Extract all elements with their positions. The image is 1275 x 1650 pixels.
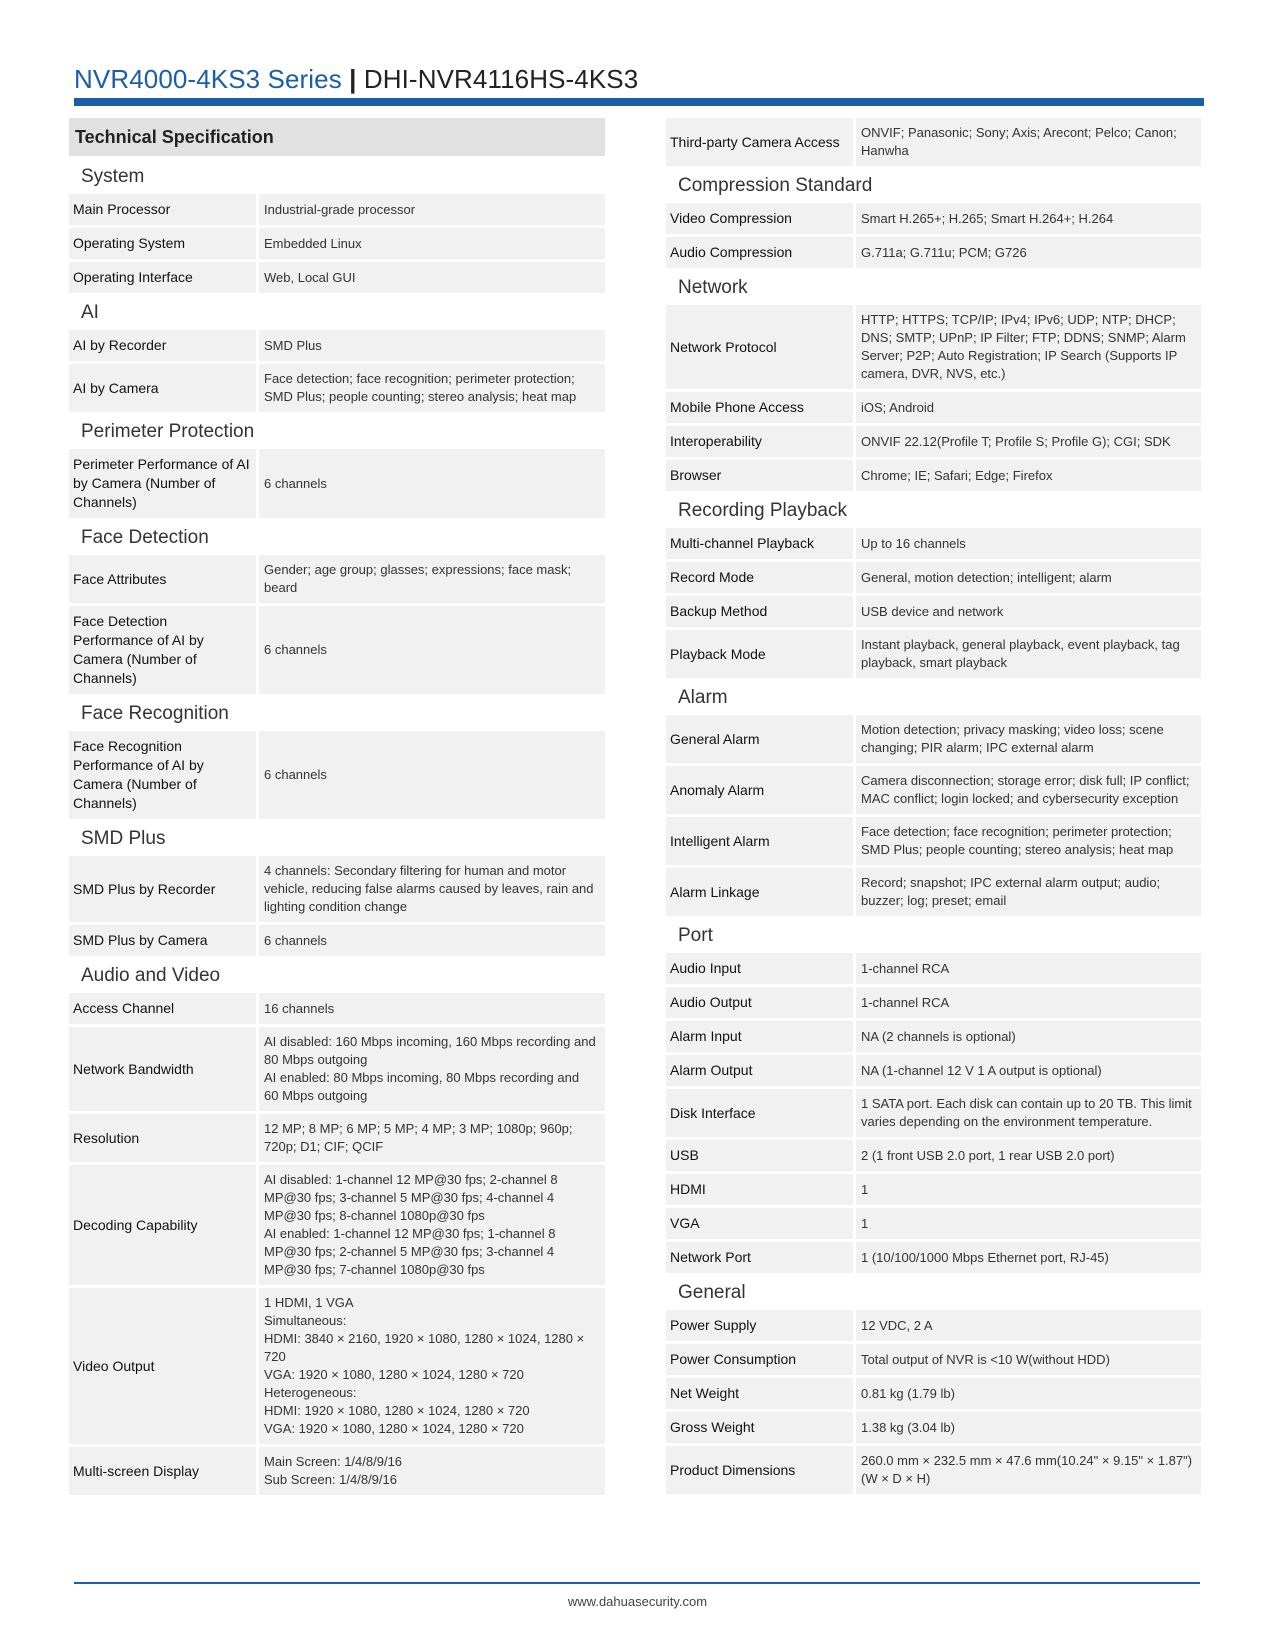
spec-value: Main Screen: 1/4/8/9/16 Sub Screen: 1/4/8/9/16 <box>259 1447 605 1495</box>
spec-value: 1 HDMI, 1 VGA Simultaneous: HDMI: 3840 × 2160, 1920 × 1080, 1280 × 1024, 1280 × 720 VGA: 1920 × 1080, 1280 × 1024, 1280 × 720 Heterogeneous: HDMI: 1920 × 1080, 1280 × 1024, 1280 × 720 VGA: 1920 × 1080, 1280 × 1024, 1280 × 720 <box>259 1288 605 1444</box>
spec-value: 1 SATA port. Each disk can contain up to 20 TB. This limit varies depending on the environment temperature. <box>856 1089 1201 1137</box>
section-title-ai: AI <box>81 302 99 323</box>
section-title-system: System <box>81 166 145 187</box>
spec-label: Audio Compression <box>666 237 853 268</box>
title-underline <box>74 98 1204 106</box>
spec-value: 6 channels <box>259 606 605 694</box>
spec-value: G.711a; G.711u; PCM; G726 <box>856 237 1201 268</box>
spec-label: Video Output <box>69 1288 256 1444</box>
spec-label: Mobile Phone Access <box>666 392 853 423</box>
spec-row-smd-plus-by-recorder <box>69 856 605 922</box>
spec-value: Chrome; IE; Safari; Edge; Firefox <box>856 460 1201 491</box>
spec-row-face-attributes <box>69 555 605 603</box>
spec-value: Face detection; face recognition; perimeter protection; SMD Plus; people counting; stereo analysis; heat map <box>856 817 1201 865</box>
section-title-face-detection: Face Detection <box>81 527 209 548</box>
spec-value: NA (2 channels is optional) <box>856 1021 1201 1052</box>
spec-value: Up to 16 channels <box>856 528 1201 559</box>
spec-row-resolution <box>69 1114 605 1162</box>
spec-value: iOS; Android <box>856 392 1201 423</box>
left-column <box>69 118 605 1498</box>
spec-label: Browser <box>666 460 853 491</box>
spec-row-backup-method <box>666 596 1201 627</box>
spec-row-gross-weight <box>666 1412 1201 1443</box>
spec-row-audio-output <box>666 987 1201 1018</box>
spec-row-disk-interface <box>666 1089 1201 1137</box>
section-title-audio-and-video: Audio and Video <box>81 965 221 986</box>
spec-label: Third-party Camera Access <box>666 118 853 166</box>
spec-label: SMD Plus by Camera <box>69 925 256 956</box>
spec-value: Instant playback, general playback, event playback, tag playback, smart playback <box>856 630 1201 678</box>
spec-value: 0.81 kg (1.79 lb) <box>856 1378 1201 1409</box>
spec-row-intelligent-alarm <box>666 817 1201 865</box>
spec-label: Interoperability <box>666 426 853 457</box>
spec-value: AI disabled: 1-channel 12 MP@30 fps; 2-channel 8 MP@30 fps; 3-channel 5 MP@30 fps; 4-channel 4 MP@30 fps; 8-channel 1080p@30 fps AI enabled: 1-channel 12 MP@30 fps; 1-channel 8 MP@30 fps; 2-channel 5 MP@30 fps; 3-channel 4 MP@30 fps; 7-channel 1080p@30 fps <box>259 1165 605 1285</box>
spec-row-video-compression <box>666 203 1201 234</box>
spec-label: Power Supply <box>666 1310 853 1341</box>
spec-label: Network Bandwidth <box>69 1027 256 1111</box>
spec-label: AI by Recorder <box>69 330 256 361</box>
spec-row-operating-interface <box>69 262 605 293</box>
spec-row-face-recognition-performance-of-ai-by-camera-number-of-channels <box>69 731 605 819</box>
spec-value: HTTP; HTTPS; TCP/IP; IPv4; IPv6; UDP; NTP; DHCP; DNS; SMTP; UPnP; IP Filter; FTP; DDNS; SNMP; Alarm Server; P2P; Auto Registration; IP Search (Supports IP camera, DVR, NVS, etc.) <box>856 305 1201 389</box>
section-title-compression-standard: Compression Standard <box>678 175 873 196</box>
spec-row-access-channel <box>69 993 605 1024</box>
spec-label: Record Mode <box>666 562 853 593</box>
section-title-general: General <box>678 1282 746 1303</box>
spec-label: Playback Mode <box>666 630 853 678</box>
spec-label: Face Detection Performance of AI by Camera (Number of Channels) <box>69 606 256 694</box>
spec-label: Video Compression <box>666 203 853 234</box>
spec-label: Operating System <box>69 228 256 259</box>
spec-value: 12 MP; 8 MP; 6 MP; 5 MP; 4 MP; 3 MP; 1080p; 960p; 720p; D1; CIF; QCIF <box>259 1114 605 1162</box>
spec-label: Power Consumption <box>666 1344 853 1375</box>
spec-row-multi-channel-playback <box>666 528 1201 559</box>
spec-label: Alarm Input <box>666 1021 853 1052</box>
spec-label: Face Recognition Performance of AI by Camera (Number of Channels) <box>69 731 256 819</box>
spec-value: 1-channel RCA <box>856 987 1201 1018</box>
spec-label: Intelligent Alarm <box>666 817 853 865</box>
spec-row-interoperability <box>666 426 1201 457</box>
spec-row-product-dimensions <box>666 1446 1201 1494</box>
spec-label: General Alarm <box>666 715 853 763</box>
model-name: DHI-NVR4116HS-4KS3 <box>363 64 639 94</box>
spec-value: Embedded Linux <box>259 228 605 259</box>
spec-row-alarm-linkage <box>666 868 1201 916</box>
section-title-face-recognition: Face Recognition <box>81 703 229 724</box>
spec-value: Smart H.265+; H.265; Smart H.264+; H.264 <box>856 203 1201 234</box>
spec-label: Audio Output <box>666 987 853 1018</box>
spec-row-perimeter-performance-of-ai-by-camera-number-of-channels <box>69 449 605 518</box>
spec-value: ONVIF 22.12(Profile T; Profile S; Profile G); CGI; SDK <box>856 426 1201 457</box>
spec-label: Multi-channel Playback <box>666 528 853 559</box>
section-title-port: Port <box>678 925 713 946</box>
technical-specification-header: Technical Specification <box>69 118 605 156</box>
footer-divider <box>74 1582 1200 1584</box>
spec-label: Access Channel <box>69 993 256 1024</box>
spec-value: Record; snapshot; IPC external alarm output; audio; buzzer; log; preset; email <box>856 868 1201 916</box>
spec-row-smd-plus-by-camera <box>69 925 605 956</box>
series-name: NVR4000-4KS3 Series <box>74 64 342 94</box>
spec-label: AI by Camera <box>69 364 256 412</box>
spec-value: Total output of NVR is <10 W(without HDD) <box>856 1344 1201 1375</box>
spec-row-vga <box>666 1208 1201 1239</box>
spec-row-power-supply <box>666 1310 1201 1341</box>
spec-label: Operating Interface <box>69 262 256 293</box>
spec-label: Net Weight <box>666 1378 853 1409</box>
spec-value: NA (1-channel 12 V 1 A output is optional) <box>856 1055 1201 1086</box>
spec-value: 6 channels <box>259 925 605 956</box>
spec-label: HDMI <box>666 1174 853 1205</box>
right-column <box>666 118 1201 1497</box>
spec-label: Gross Weight <box>666 1412 853 1443</box>
section-title-smd-plus: SMD Plus <box>81 828 166 849</box>
page-title <box>74 61 638 97</box>
spec-label: Face Attributes <box>69 555 256 603</box>
spec-value: 2 (1 front USB 2.0 port, 1 rear USB 2.0 port) <box>856 1140 1201 1171</box>
spec-value: 6 channels <box>259 731 605 819</box>
spec-row-face-detection-performance-of-ai-by-camera-number-of-channels <box>69 606 605 694</box>
spec-label: Backup Method <box>666 596 853 627</box>
spec-row-power-consumption <box>666 1344 1201 1375</box>
footer-url: www.dahuasecurity.com <box>567 1594 708 1609</box>
spec-value: 12 VDC, 2 A <box>856 1310 1201 1341</box>
spec-row-network-bandwidth <box>69 1027 605 1111</box>
spec-row-decoding-capability <box>69 1165 605 1285</box>
spec-row-ai-by-recorder <box>69 330 605 361</box>
spec-row-playback-mode <box>666 630 1201 678</box>
spec-row-mobile-phone-access <box>666 392 1201 423</box>
spec-value: ONVIF; Panasonic; Sony; Axis; Arecont; Pelco; Canon; Hanwha <box>856 118 1201 166</box>
spec-label: Anomaly Alarm <box>666 766 853 814</box>
spec-row-audio-compression <box>666 237 1201 268</box>
spec-row-hdmi <box>666 1174 1201 1205</box>
spec-value: 1 <box>856 1174 1201 1205</box>
spec-row-audio-input <box>666 953 1201 984</box>
section-title-recording-playback: Recording Playback <box>678 500 847 521</box>
spec-row-main-processor <box>69 194 605 225</box>
spec-value: USB device and network <box>856 596 1201 627</box>
spec-label: Product Dimensions <box>666 1446 853 1494</box>
spec-value: 1 (10/100/1000 Mbps Ethernet port, RJ-45) <box>856 1242 1201 1273</box>
spec-label: Alarm Linkage <box>666 868 853 916</box>
spec-row-network-port <box>666 1242 1201 1273</box>
spec-row-record-mode <box>666 562 1201 593</box>
spec-value: Camera disconnection; storage error; disk full; IP conflict; MAC conflict; login locked; and cybersecurity exception <box>856 766 1201 814</box>
spec-value: AI disabled: 160 Mbps incoming, 160 Mbps recording and 80 Mbps outgoing AI enabled: 80 Mbps incoming, 80 Mbps recording and 60 Mbps outgoing <box>259 1027 605 1111</box>
spec-value: 1.38 kg (3.04 lb) <box>856 1412 1201 1443</box>
spec-value: 16 channels <box>259 993 605 1024</box>
spec-label: Alarm Output <box>666 1055 853 1086</box>
spec-value: Gender; age group; glasses; expressions; face mask; beard <box>259 555 605 603</box>
spec-label: Resolution <box>69 1114 256 1162</box>
spec-value: 1-channel RCA <box>856 953 1201 984</box>
spec-row-alarm-input <box>666 1021 1201 1052</box>
spec-value: Motion detection; privacy masking; video loss; scene changing; PIR alarm; IPC external alarm <box>856 715 1201 763</box>
spec-label: Audio Input <box>666 953 853 984</box>
spec-row-network-protocol <box>666 305 1201 389</box>
spec-value: 1 <box>856 1208 1201 1239</box>
spec-value: 260.0 mm × 232.5 mm × 47.6 mm(10.24" × 9.15" × 1.87") (W × D × H) <box>856 1446 1201 1494</box>
spec-label: Decoding Capability <box>69 1165 256 1285</box>
spec-label: VGA <box>666 1208 853 1239</box>
spec-row-ai-by-camera <box>69 364 605 412</box>
spec-label: USB <box>666 1140 853 1171</box>
spec-label: Main Processor <box>69 194 256 225</box>
spec-label: Network Protocol <box>666 305 853 389</box>
section-title-alarm: Alarm <box>678 687 728 708</box>
spec-row-third-party-camera-access <box>666 118 1201 166</box>
spec-row-browser <box>666 460 1201 491</box>
spec-row-net-weight <box>666 1378 1201 1409</box>
spec-value: 4 channels: Secondary filtering for human and motor vehicle, reducing false alarms caused by leaves, rain and lighting condition change <box>259 856 605 922</box>
section-title-network: Network <box>678 277 748 298</box>
spec-label: SMD Plus by Recorder <box>69 856 256 922</box>
spec-row-usb <box>666 1140 1201 1171</box>
title-separator: | <box>349 64 357 94</box>
spec-value: Web, Local GUI <box>259 262 605 293</box>
spec-row-operating-system <box>69 228 605 259</box>
spec-label: Perimeter Performance of AI by Camera (Number of Channels) <box>69 449 256 518</box>
spec-label: Network Port <box>666 1242 853 1273</box>
section-title-perimeter-protection: Perimeter Protection <box>81 421 255 442</box>
spec-row-multi-screen-display <box>69 1447 605 1495</box>
spec-value: Industrial-grade processor <box>259 194 605 225</box>
spec-value: Face detection; face recognition; perimeter protection; SMD Plus; people counting; stereo analysis; heat map <box>259 364 605 412</box>
spec-label: Disk Interface <box>666 1089 853 1137</box>
spec-row-anomaly-alarm <box>666 766 1201 814</box>
spec-value: General, motion detection; intelligent; alarm <box>856 562 1201 593</box>
spec-row-general-alarm <box>666 715 1201 763</box>
spec-value: SMD Plus <box>259 330 605 361</box>
spec-label: Multi-screen Display <box>69 1447 256 1495</box>
spec-value: 6 channels <box>259 449 605 518</box>
spec-row-video-output <box>69 1288 605 1444</box>
spec-row-alarm-output <box>666 1055 1201 1086</box>
